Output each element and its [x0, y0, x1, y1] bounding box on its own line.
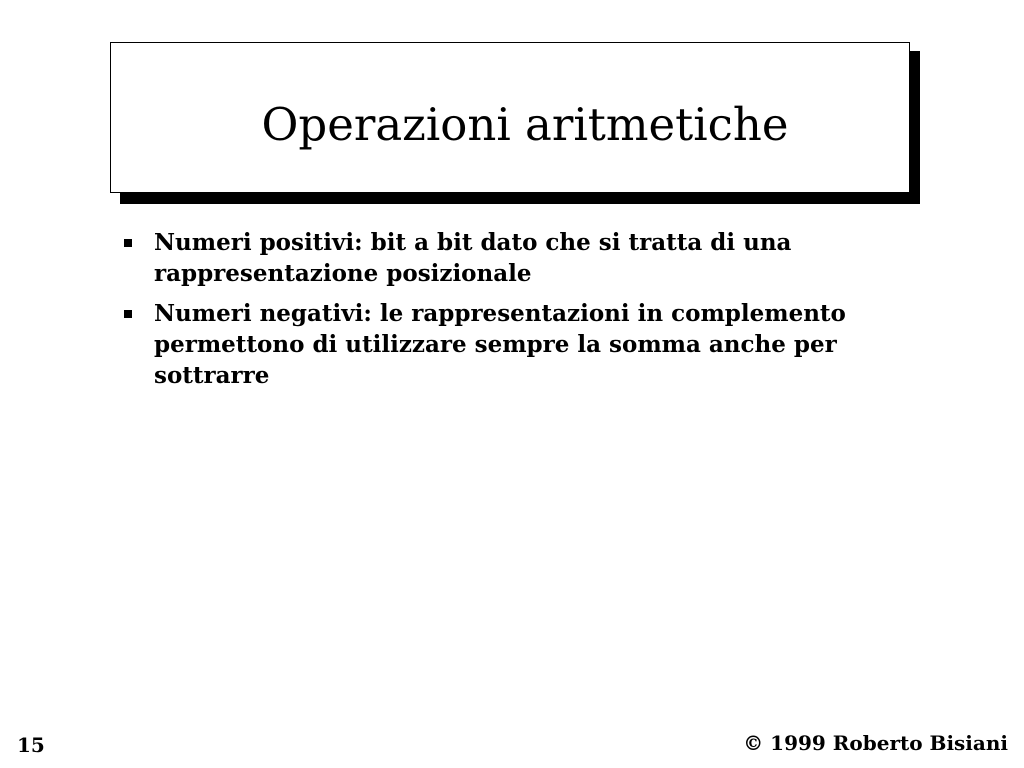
- bullet-text: Numeri positivi: bit a bit dato che si tratta di una rappresentazione posizionale: [154, 229, 792, 287]
- page-number: 15: [17, 733, 45, 757]
- bullet-item: [122, 227, 862, 289]
- bullet-item: [122, 298, 862, 391]
- square-bullet-icon: [124, 310, 132, 318]
- slide-title: Operazioni aritmetiche: [261, 98, 789, 151]
- bullet-list: [122, 227, 862, 400]
- bullet-text: Numeri negativi: le rappresentazioni in complemento permettono di utilizzare sempre la somma anche per sottrarre: [154, 300, 846, 389]
- copyright-notice: © 1999 Roberto Bisiani: [743, 731, 1008, 755]
- title-box: [110, 42, 910, 193]
- square-bullet-icon: [124, 239, 132, 247]
